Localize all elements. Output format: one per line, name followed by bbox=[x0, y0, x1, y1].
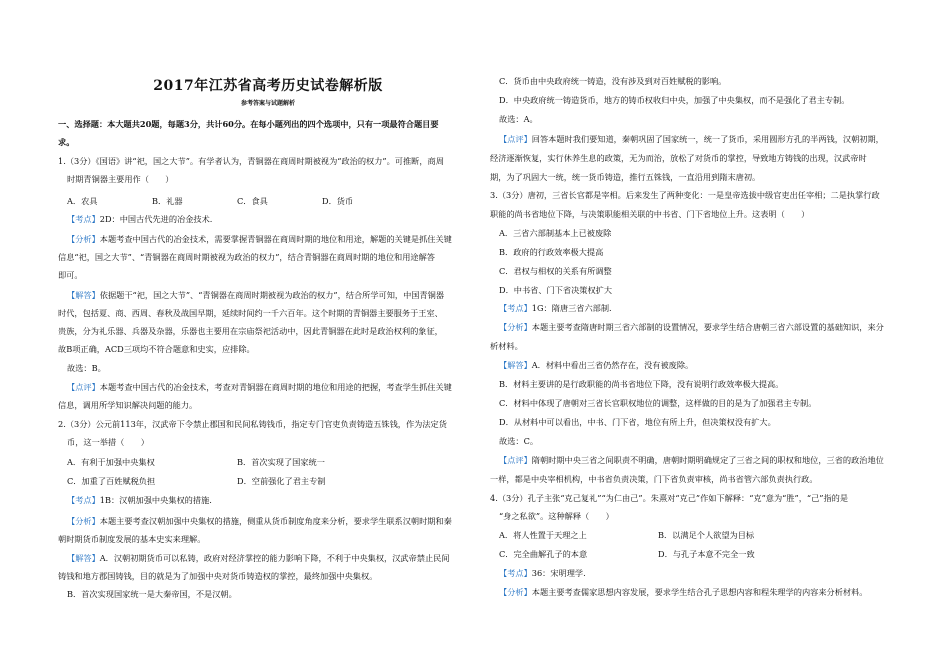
fenxi-tag: 【分析】 bbox=[67, 516, 100, 526]
q1-option-b: B．礼器 bbox=[152, 196, 183, 206]
q1-dianping-line2: 信息，调用所学知识解决问题的能力。 bbox=[58, 400, 198, 410]
q1-option-a: A．农具 bbox=[67, 196, 98, 206]
q1-answer: 故选：B。 bbox=[67, 363, 106, 373]
q1-jieda-text1: 依据题干“祀，国之大节”、“青铜器在商周时期被视为政治的权力”，结合所学可知，中国青铜器 bbox=[99, 290, 445, 300]
q2-jieda-text1: A．汉朝初期货币可以私铸，政府对经济掌控的能力影响下降，不利于中央集权，汉武帝禁止民间 bbox=[99, 553, 450, 563]
q3-option-c: C．君权与相权的关系有所调整 bbox=[499, 266, 612, 276]
q3-option-d: D．中书省、门下省决策权扩大 bbox=[499, 285, 613, 295]
q3-jieda-line1 bbox=[499, 360, 693, 370]
dianping-tag: 【点评】 bbox=[499, 455, 532, 465]
q4-option-b: B．以满足个人欲望为目标 bbox=[658, 530, 755, 540]
q1-dianping-line1 bbox=[67, 382, 452, 392]
q2-fenxi-line1 bbox=[67, 516, 452, 526]
q4-stem-line1: 4.（3分）孔子主张“克己复礼”“为仁由己”。朱熹对“克己”作如下解释：“克”意为“胜”，“己”指的是 bbox=[490, 493, 849, 503]
q3-dianping-text1: 隋朝时期中央三省之间职责不明确，唐朝时期明确规定了三省之间的职权和地位，三省的政治地位 bbox=[531, 455, 884, 465]
q2-answer: 故选：A。 bbox=[499, 114, 538, 124]
jieda-tag: 【解答】 bbox=[499, 360, 532, 370]
q3-fenxi-line1 bbox=[499, 322, 884, 332]
q1-stem-line1: 1.（3分）《国语》讲“祀，国之大节”。有学者认为，青铜器在商周时期被视为“政治的权力”。可推断，商周 bbox=[58, 156, 444, 166]
q4-option-c: C．完全曲解孔子的本意 bbox=[499, 549, 588, 559]
dianping-tag: 【点评】 bbox=[499, 134, 532, 144]
q1-fenxi-line2: 信息“祀，国之大节”、“青铜器在商周时期被视为政治的权力”，结合青铜器在商周时期的地位和用途解答 bbox=[58, 252, 435, 262]
q4-option-a: A．将人性置于天理之上 bbox=[499, 530, 587, 540]
q2-dianping-line2: 经济逐渐恢复，实行休养生息的政策，无为而治，放松了对货币的掌控，导致地方铸钱的出现，汉武帝时 bbox=[490, 153, 867, 163]
q1-kaodian-text: 2D：中国古代先进的冶金技术. bbox=[99, 214, 213, 224]
jieda-tag: 【解答】 bbox=[67, 553, 100, 563]
q1-kaodian bbox=[67, 214, 212, 224]
q2-option-d: D．空前强化了君主专制 bbox=[237, 476, 326, 486]
q3-kaodian-text: 1G：隋唐三省六部制. bbox=[531, 303, 612, 313]
section-header: 一、选择题：本大题共20题，每题3分，共计60分。在每小题列出的四个选项中，只有一项最符合题目要 bbox=[58, 119, 439, 129]
q3-fenxi-text1: 本题主要考查隋唐时期三省六部制的设置情况，要求学生结合唐朝三省六部设置的基础知识，来分 bbox=[531, 322, 884, 332]
q1-jieda-line2: 时代，包括夏、商、西周、春秋及战国早期，延续时间约一千六百年。这个时期的青铜器主要服务于王室、 bbox=[58, 308, 443, 318]
q3-jieda-line3: C．材料中体现了唐朝对三省长官职权地位的调整，这样做的目的是为了加强君主专制。 bbox=[499, 398, 817, 408]
fenxi-tag: 【分析】 bbox=[499, 322, 532, 332]
fenxi-tag: 【分析】 bbox=[67, 234, 100, 244]
q2-option-a: A．有利于加强中央集权 bbox=[67, 457, 155, 467]
q3-kaodian bbox=[499, 303, 612, 313]
q1-jieda-line3: 贵族，分为礼乐器、兵器及杂器，乐器也主要用在宗庙祭祀活动中，因此青铜器在此时是政治权利的象征， bbox=[58, 326, 443, 336]
q2-kaodian-text: 1B：汉朝加强中央集权的措施. bbox=[99, 495, 212, 505]
q2-dianping-line1 bbox=[499, 134, 884, 144]
section-header-cont: 求。 bbox=[58, 137, 75, 147]
q2-stem-line2: 币，这一举措（ ） bbox=[67, 437, 149, 447]
q2-fenxi-text1: 本题主要考查汉朝加强中央集权的措施，侧重从货币制度角度来分析，要求学生联系汉朝时期和秦 bbox=[99, 516, 452, 526]
kaodian-tag: 【考点】 bbox=[499, 303, 532, 313]
kaodian-tag: 【考点】 bbox=[67, 495, 100, 505]
q1-option-c: C．食具 bbox=[237, 196, 268, 206]
q3-answer: 故选：C。 bbox=[499, 436, 539, 446]
q3-jieda-text1: A．材料中看出三省仍然存在，没有被废除。 bbox=[531, 360, 694, 370]
page-title: 2017年江苏省高考历史试卷解析版 bbox=[153, 78, 383, 94]
q4-fenxi-line1 bbox=[499, 587, 867, 597]
q4-stem-line2: “身之私欲”。这种解释（ ） bbox=[499, 511, 614, 521]
q2-option-c-analysis: C．货币由中央政府统一铸造，没有涉及到对百姓赋税的影响。 bbox=[499, 76, 727, 86]
q2-option-c: C．加重了百姓赋税负担 bbox=[67, 476, 156, 486]
q4-kaodian bbox=[499, 568, 586, 578]
kaodian-tag: 【考点】 bbox=[67, 214, 100, 224]
q2-option-d-analysis: D．中央政府统一铸造货币，地方的铸币权收归中央，加强了中央集权，而不是强化了君主专制。 bbox=[499, 95, 850, 105]
q1-jieda-line4: 故B项正确，ACD三项均不符合题意和史实，应排除。 bbox=[58, 344, 255, 354]
jieda-tag: 【解答】 bbox=[67, 290, 100, 300]
q1-fenxi-line1 bbox=[67, 234, 452, 244]
q4-fenxi-text1: 本题主要考查儒家思想内容发展，要求学生结合孔子思想内容和程朱理学的内容来分析材料。 bbox=[531, 587, 868, 597]
q4-option-d: D．与孔子本意不完全一致 bbox=[658, 549, 755, 559]
q3-dianping-line1 bbox=[499, 455, 884, 465]
fenxi-tag: 【分析】 bbox=[499, 587, 532, 597]
q2-dianping-line3: 期，为了巩固大一统，统一货币铸造，推行五铢钱，一直沿用到隋末唐初。 bbox=[490, 172, 761, 182]
page-subtitle: 参考答案与试题解析 bbox=[240, 100, 295, 107]
q3-dianping-line2: 一样，都是中央宰相机构，中书省负责决策，门下省负责审核，尚书省管六部负责执行政。 bbox=[490, 474, 818, 484]
q1-dianping-text1: 本题考查中国古代的冶金技术，考查对青铜器在商周时期的地位和用途的把握，考查学生抓住关键 bbox=[99, 382, 452, 392]
q2-jieda-line2: 铸钱和地方郡国铸钱，目的就是为了加强中央对货币铸造权的掌控，最终加强中央集权。 bbox=[58, 571, 378, 581]
q2-jieda-line1 bbox=[67, 553, 450, 563]
q1-fenxi-text1: 本题考查中国古代的冶金技术，需要掌握青铜器在商周时期的地位和用途，解题的关键是抓住关键 bbox=[99, 234, 452, 244]
q3-stem-line1: 3.（3分）唐初，三省长官都是宰相。后来发生了两种变化：一是皇帝选拔中级官吏出任宰相；二是执掌行政 bbox=[490, 190, 880, 200]
q2-dianping-text1: 回答本题时我们要知道，秦朝巩固了国家统一，统一了货币，采用圆形方孔的半两钱，汉朝初期， bbox=[531, 134, 884, 144]
q1-jieda-line1 bbox=[67, 290, 444, 300]
q2-option-b: B．首次实现了国家统一 bbox=[237, 457, 325, 467]
q1-fenxi-line3: 即可。 bbox=[58, 270, 83, 280]
q3-jieda-line2: B．材料主要讲的是行政职能的尚书省地位下降，没有说明行政效率极大提高。 bbox=[499, 379, 784, 389]
q3-fenxi-line2: 析材料。 bbox=[490, 341, 523, 351]
q2-jieda-line3: B．首次实现国家统一是大秦帝国，不是汉朝。 bbox=[67, 589, 237, 599]
dianping-tag: 【点评】 bbox=[67, 382, 100, 392]
q2-stem-line1: 2.（3分）公元前113年，汉武帝下令禁止郡国和民间私铸钱币，指定专门官吏负责铸造五铢钱，作为法定货 bbox=[58, 419, 447, 429]
q3-jieda-line4: D．从材料中可以看出，中书、门下省，地位有所上升，但决策权没有扩大。 bbox=[499, 417, 776, 427]
q3-option-b: B．政府的行政效率极大提高 bbox=[499, 247, 604, 257]
q1-stem-line2: 时期青铜器主要用作（ ） bbox=[67, 174, 174, 184]
q4-kaodian-text: 36：宋明理学. bbox=[531, 568, 586, 578]
q2-kaodian bbox=[67, 495, 212, 505]
q2-fenxi-line2: 朝时期货币制度发展的基本史实来理解。 bbox=[58, 534, 206, 544]
q1-option-d: D．货币 bbox=[322, 196, 354, 206]
q3-stem-line2: 职能的尚书省地位下降，与决策职能相关联的中书省、门下省地位上升。这表明（ ） bbox=[490, 209, 810, 219]
q3-option-a: A．三省六部制基本上已被废除 bbox=[499, 228, 612, 238]
kaodian-tag: 【考点】 bbox=[499, 568, 532, 578]
